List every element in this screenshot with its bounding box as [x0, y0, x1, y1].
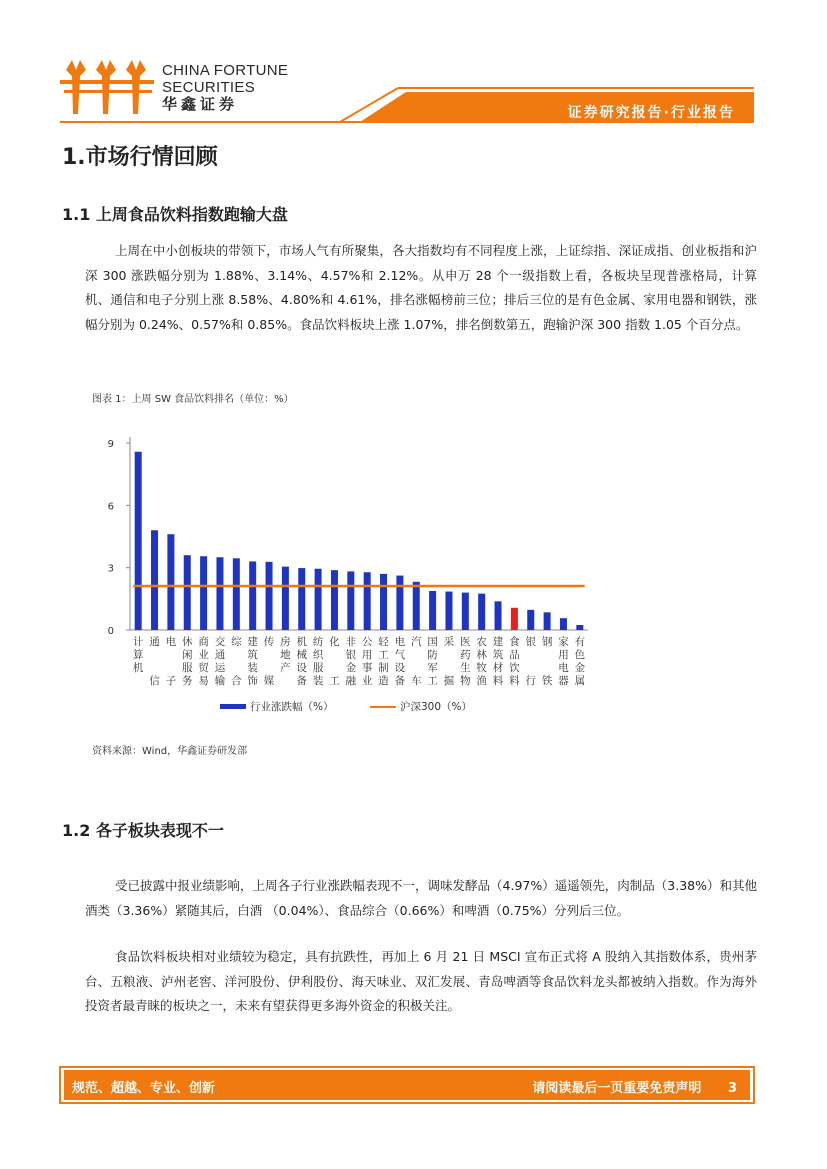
x-tick-label: 医药生物 [460, 636, 471, 687]
x-tick-label: 农林牧渔 [476, 636, 487, 687]
bar [396, 576, 403, 630]
bar [462, 593, 469, 630]
bar [560, 618, 567, 630]
x-tick-label: 银行 [525, 636, 536, 687]
bar [380, 574, 387, 630]
bar [527, 610, 534, 630]
x-tick-label: 传媒 [263, 636, 275, 687]
x-tick-label: 非银金融 [345, 636, 357, 687]
bar [413, 582, 420, 630]
bar [364, 572, 371, 630]
industry-ranking-chart [92, 425, 602, 725]
company-en-line2: SECURITIES [162, 79, 256, 96]
x-tick-label: 采掘 [443, 636, 455, 687]
y-tick-label: 0 [107, 626, 114, 637]
x-tick-label: 纺织服装 [312, 636, 324, 687]
subsection-title-1-2: 1.2 各子板块表现不一 [62, 821, 224, 840]
x-tick-label: 轻工制造 [378, 636, 389, 687]
x-tick-label: 公用事业 [361, 636, 373, 687]
paragraph-msci: 食品饮料板块相对业绩较为稳定，具有抗跌性，再加上 6 月 21 日 MSCI 宣布正式将 A 股纳入其指数体系，贵州茅台、五粮液、泸州老窖、洋河股份、伊利股份、海天味业、双汇发展、青岛啤酒等食品饮料龙头都被纳入指数。作为海外投资者最青睐的板块之一，未来有望获得更多海外资金的积极关注。 [85, 949, 757, 1013]
y-tick-label: 6 [107, 501, 114, 513]
footer-disclaimer-text: 请阅读最后一页重要免责声明 [532, 1081, 702, 1096]
bar [184, 555, 191, 630]
bar [331, 570, 338, 630]
x-tick-label: 计算机 [132, 636, 144, 674]
bar [544, 612, 551, 630]
bar [315, 569, 322, 630]
x-tick-label: 建筑装饰 [247, 636, 258, 687]
bar [216, 557, 223, 630]
bar [298, 568, 305, 630]
bar [576, 625, 583, 630]
figure-caption: 图表 1：上周 SW 食品饮料排名（单位：%） [92, 394, 294, 405]
bar [233, 558, 240, 630]
paragraph-subsectors: 受已披露中报业绩影响，上周各子行业涨跌幅表现不一，调味发酵品（4.97%）遥遥领先，肉制品（3.38%）和其他酒类（3.36%）紧随其后，白酒 （0.04%）、食品综合（0.66%）和啤酒（0.75%）分列后三位。 [85, 878, 757, 918]
x-tick-label: 汽车 [411, 636, 422, 687]
bar [266, 562, 273, 630]
x-tick-label: 综合 [231, 636, 242, 687]
report-type: 证券研究报告·行业报告 [567, 105, 735, 121]
paragraph-market-review: 上周在中小创板块的带领下，市场人气有所聚集，各大指数均有不同程度上涨，上证综指、深证成指、创业板指和沪深 300 涨跌幅分别为 1.88%、3.14%、4.57%和 2.12%。从申万 28 个一级指数上看，各板块呈现普涨格局，计算机、通信和电子分别上涨 8.58%、4.80%和 4.61%，排名涨幅榜前三位；排后三位的是有色金属、家用电器和钢铁，涨幅分别为 0.24%、0.57%和 0.85%。食品饮料板块上涨 1.07%，排名倒数第五，跑输沪深 300 指数 1.05 个百分点。 [85, 243, 757, 332]
bar [200, 556, 207, 630]
x-tick-label: 国防军工 [427, 636, 438, 687]
bar [167, 534, 174, 630]
bar [429, 591, 436, 630]
bar [347, 571, 354, 630]
x-tick-label: 电子 [165, 636, 177, 687]
bar [445, 592, 452, 630]
bar [495, 601, 502, 630]
bar [282, 567, 289, 630]
bar [478, 594, 485, 630]
x-tick-label: 休闲服务 [182, 636, 193, 687]
page-number: 3 [727, 1081, 737, 1096]
x-tick-label: 化工 [329, 636, 340, 687]
x-tick-label: 商业贸易 [198, 636, 209, 687]
x-tick-label: 电气设备 [394, 636, 406, 687]
company-cn: 华鑫证券 [162, 96, 239, 113]
x-tick-label: 家用电器 [558, 636, 569, 687]
legend-line-label: 沪深300（%） [400, 701, 473, 713]
bar [511, 608, 518, 630]
x-tick-label: 建筑材料 [492, 636, 504, 687]
x-tick-label: 有色金属 [574, 636, 586, 687]
x-tick-label: 钢铁 [541, 636, 553, 687]
legend-bar-label: 行业涨跌幅（%） [250, 701, 334, 713]
figure-source: 资料来源：Wind，华鑫证券研发部 [92, 746, 248, 757]
bar [249, 561, 256, 630]
y-tick-label: 3 [107, 563, 114, 575]
y-tick-label: 9 [107, 439, 114, 450]
section-title: 1.市场行情回顾 [62, 145, 218, 170]
company-en-line1: CHINA FORTUNE [162, 62, 289, 79]
footer-disclaimer [532, 1077, 737, 1096]
x-tick-label: 食品饮料 [509, 636, 520, 687]
bar [151, 530, 158, 630]
subsection-title-1-1: 1.1 上周食品饮料指数跑输大盘 [62, 205, 288, 224]
bar [135, 452, 142, 630]
x-tick-label: 通信 [149, 636, 160, 687]
x-tick-label: 房地产 [280, 636, 291, 674]
footer-slogan: 规范、超越、专业、创新 [72, 1081, 216, 1096]
x-tick-label: 机械设备 [296, 636, 307, 687]
x-tick-label: 交通运输 [214, 636, 226, 687]
legend-bar-swatch [220, 704, 246, 709]
